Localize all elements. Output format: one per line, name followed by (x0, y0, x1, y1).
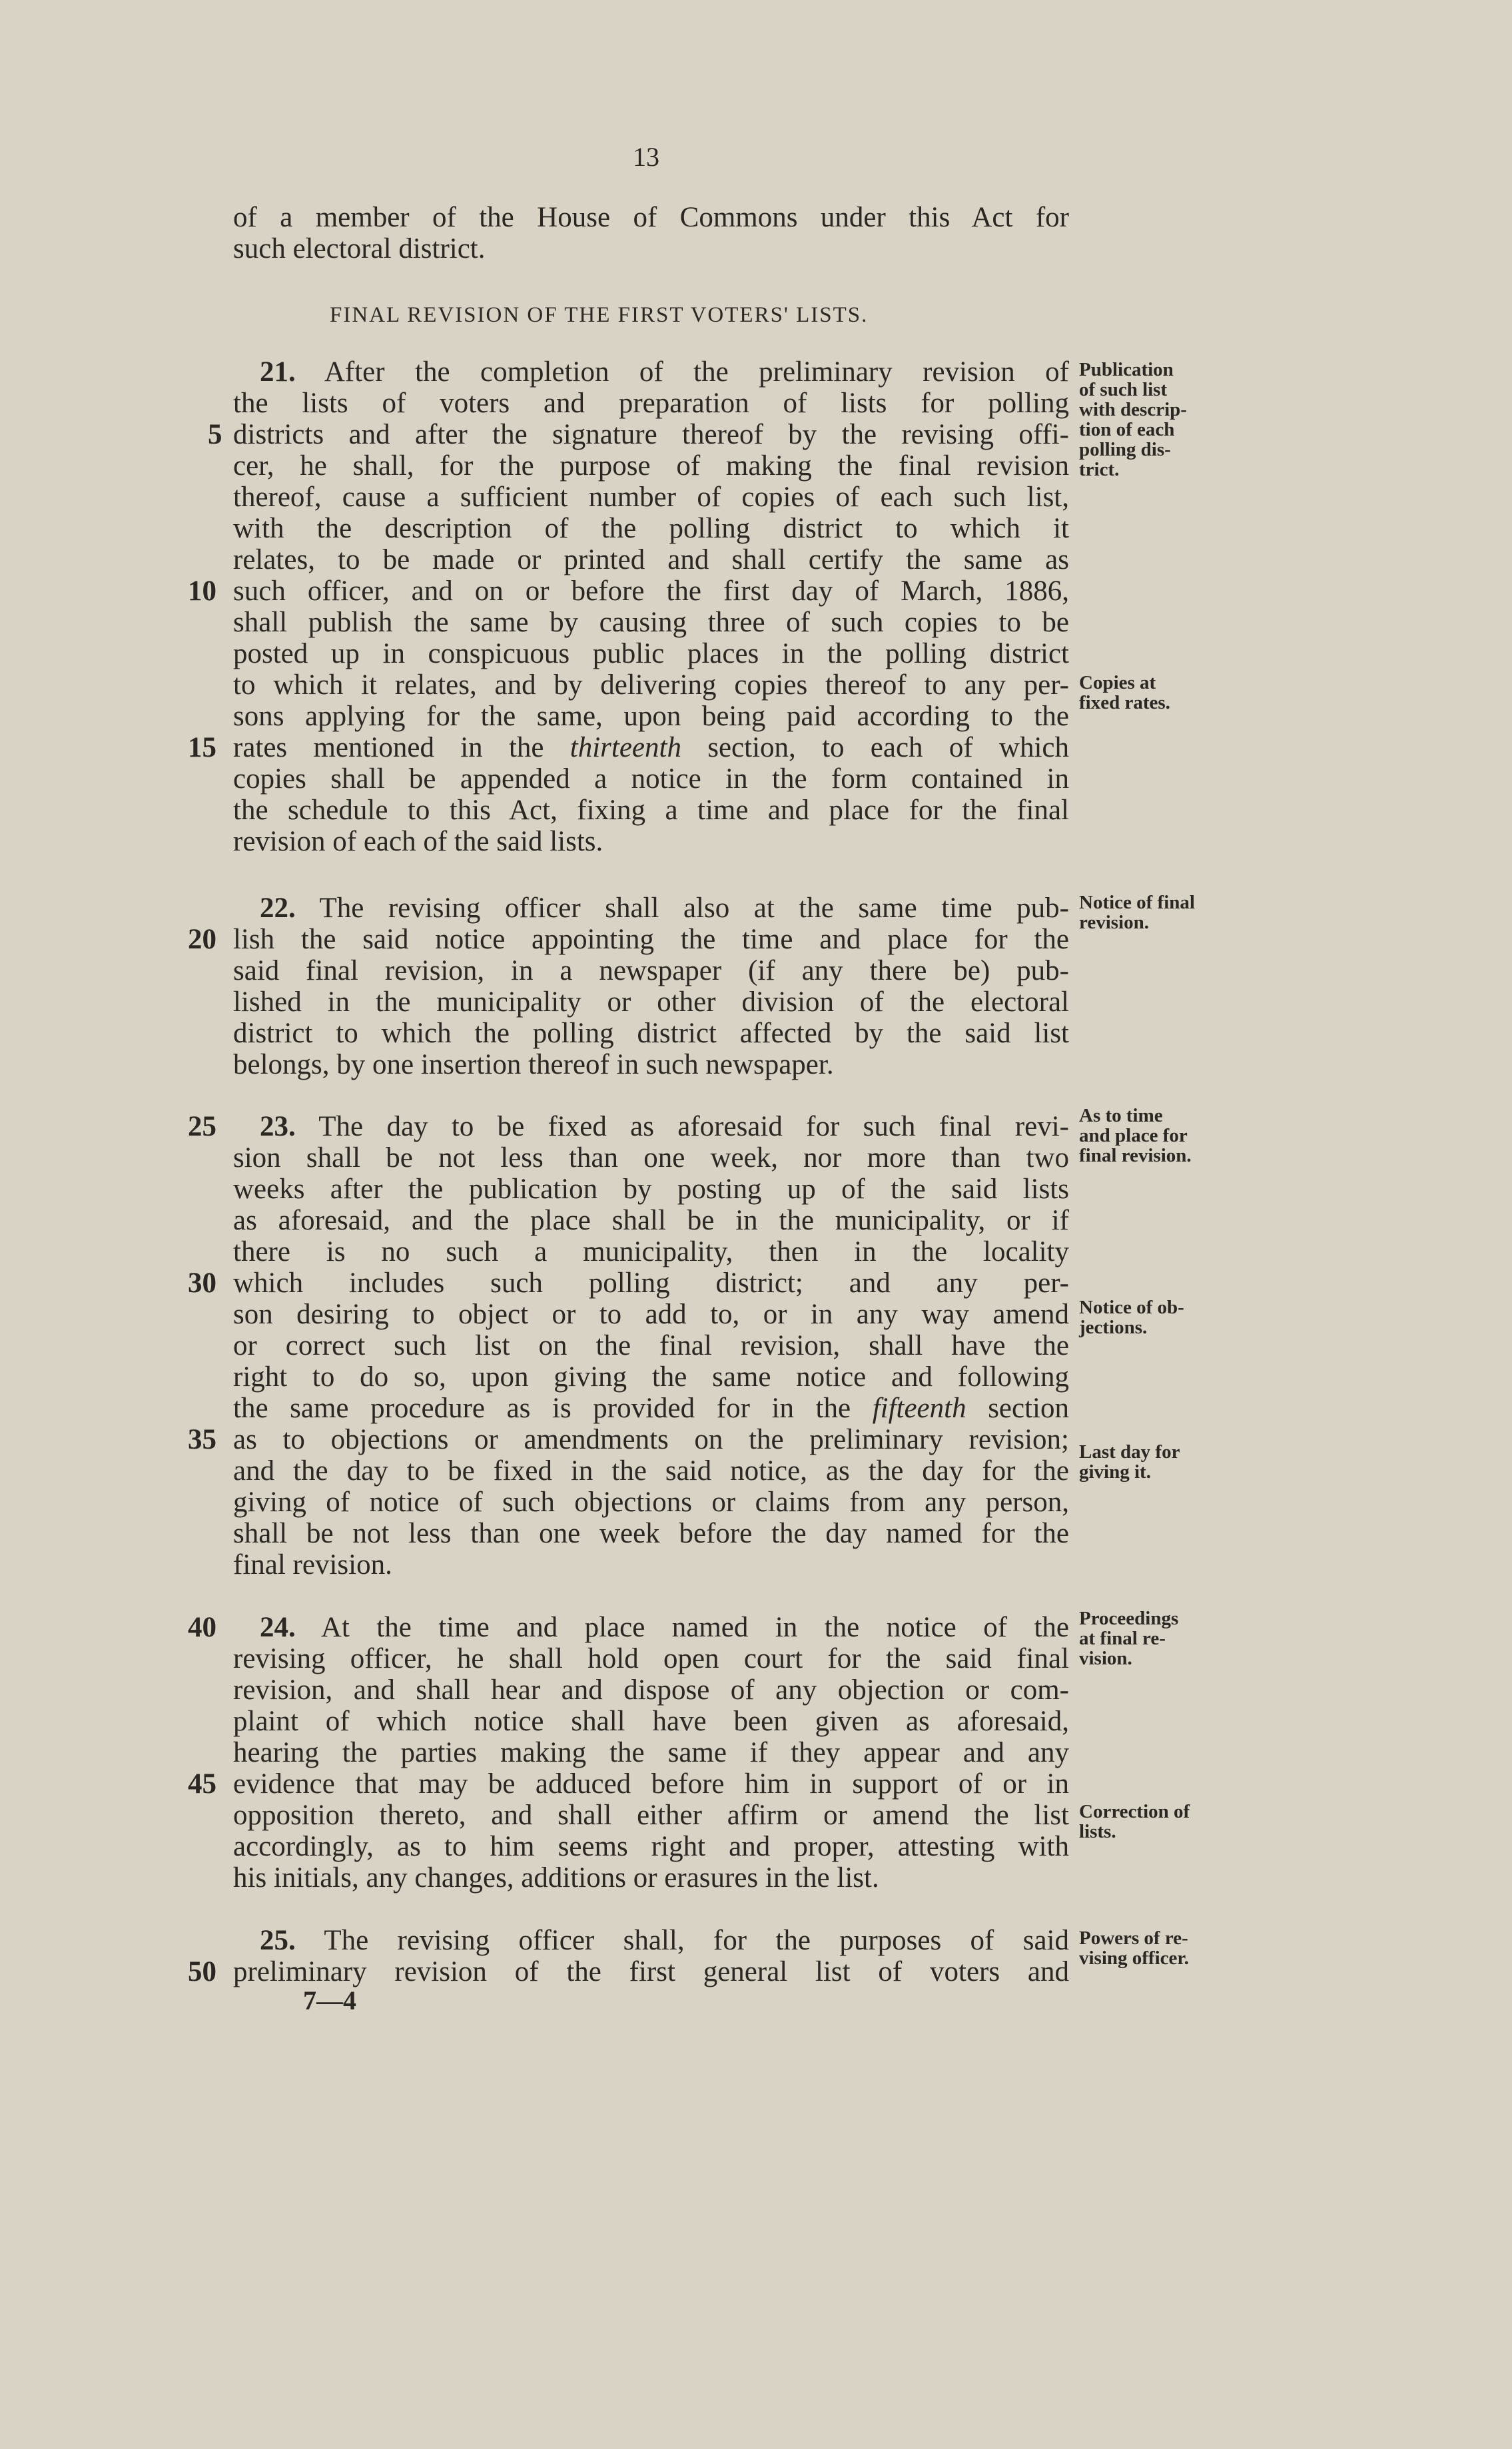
marginal-note-line: at final re- (1079, 1628, 1166, 1649)
text-line: said final revision, in a newspaper (if any there be) pub- (233, 955, 1069, 986)
marginal-note-line: Publication (1079, 359, 1174, 380)
page-number: 13 (633, 142, 659, 172)
marginal-note-line: tion of each (1079, 419, 1175, 440)
text-line: hearing the parties making the same if they appear and any (233, 1737, 1069, 1768)
text-line: as to objections or amendments on the preliminary revision; (233, 1424, 1069, 1455)
text-line: his initials, any changes, additions or erasures in the list. (233, 1862, 879, 1894)
section-heading: FINAL REVISION OF THE FIRST VOTERS' LISTS. (330, 303, 869, 327)
marginal-note (1079, 1106, 1192, 1166)
marginal-note-line: final revision. (1079, 1145, 1192, 1166)
text-line: sons applying for the same, upon being paid according to the (233, 701, 1069, 732)
line-number: 15 (188, 732, 216, 763)
text-line: accordingly, as to him seems right and proper, attesting with (233, 1831, 1069, 1862)
text-line: revising officer, he shall hold open court for the said final (233, 1643, 1069, 1674)
text-line: lish the said notice appointing the time and place for the (233, 924, 1069, 955)
marginal-note (1079, 1608, 1178, 1668)
text-line: and the day to be fixed in the said notice, as the day for the (233, 1455, 1069, 1487)
line-number: 25 (188, 1111, 216, 1142)
line-number: 35 (188, 1424, 216, 1455)
printer-signature: 7—4 (303, 1985, 356, 2015)
text-line: right to do so, upon giving the same notice and following (233, 1361, 1069, 1393)
text-line: or correct such list on the final revision, shall have the (233, 1330, 1069, 1361)
text-line: of a member of the House of Commons under this Act for (233, 202, 1069, 233)
text-line: 23. The day to be fixed as aforesaid for such final revi- (260, 1111, 1069, 1142)
marginal-note-line: revision. (1079, 912, 1149, 933)
text-line: which includes such polling district; and any per- (233, 1267, 1069, 1299)
marginal-note-line: polling dis- (1079, 439, 1171, 460)
marginal-note-line: vision. (1079, 1648, 1132, 1669)
line-number: 40 (188, 1612, 216, 1643)
marginal-note-line: with descrip- (1079, 399, 1187, 420)
marginal-note (1079, 1802, 1190, 1842)
marginal-note-line: Copies at (1079, 672, 1156, 693)
marginal-note-line: lists. (1079, 1821, 1116, 1842)
line-number: 10 (188, 575, 216, 607)
text-line: sion shall be not less than one week, nor more than two (233, 1142, 1069, 1174)
text-line: districts and after the signature thereof by the revising offi- (233, 419, 1069, 450)
marginal-note (1079, 360, 1187, 480)
text-line: revision, and shall hear and dispose of any objection or com- (233, 1674, 1069, 1706)
marginal-note-line: As to time (1079, 1105, 1163, 1126)
marginal-note (1079, 673, 1170, 713)
text-line: shall be not less than one week before the day named for the (233, 1518, 1069, 1549)
marginal-note-line: Powers of re- (1079, 1927, 1188, 1949)
text-line: to which it relates, and by delivering copies thereof to any per- (233, 669, 1069, 701)
text-line: 22. The revising officer shall also at the same time pub- (260, 892, 1069, 924)
text-line: such electoral district. (233, 233, 486, 264)
marginal-note-line: vising officer. (1079, 1947, 1189, 1969)
line-number: 30 (188, 1267, 216, 1299)
text-line: as aforesaid, and the place shall be in the municipality, or if (233, 1205, 1069, 1236)
marginal-note-line: Last day for (1079, 1441, 1180, 1463)
text-line: copies shall be appended a notice in the form contained in (233, 763, 1069, 795)
marginal-note-line: Proceedings (1079, 1608, 1179, 1629)
marginal-note-line: Notice of final (1079, 892, 1195, 913)
text-line: 21. After the completion of the preliminary revision of (260, 356, 1069, 388)
text-line: opposition thereto, and shall either affirm or amend the list (233, 1800, 1069, 1831)
text-line: plaint of which notice shall have been given as aforesaid, (233, 1706, 1069, 1737)
line-number: 5 (208, 419, 222, 450)
marginal-note-line: of such list (1079, 379, 1168, 400)
text-line: belongs, by one insertion thereof in such newspaper. (233, 1049, 834, 1080)
text-line: such officer, and on or before the first day of March, 1886, (233, 575, 1069, 607)
marginal-note-line: Correction of (1079, 1801, 1190, 1822)
text-line: cer, he shall, for the purpose of making the final revision (233, 450, 1069, 482)
marginal-note-line: jections. (1079, 1317, 1148, 1338)
line-number: 20 (188, 924, 216, 955)
marginal-note-line: trict. (1079, 459, 1120, 480)
text-line: thereof, cause a sufficient number of copies of each such list, (233, 482, 1069, 513)
marginal-note (1079, 1442, 1180, 1482)
text-line: shall publish the same by causing three of such copies to be (233, 607, 1069, 638)
text-line: there is no such a municipality, then in the locality (233, 1236, 1069, 1267)
marginal-note-line: fixed rates. (1079, 692, 1170, 713)
text-line: posted up in conspicuous public places in the polling district (233, 638, 1069, 669)
marginal-note (1079, 892, 1195, 932)
text-line: rates mentioned in the thirteenth section, to each of which (233, 732, 1069, 763)
marginal-note (1079, 1928, 1189, 1968)
text-line: the lists of voters and preparation of lists for polling (233, 388, 1069, 419)
marginal-note-line: and place for (1079, 1125, 1188, 1146)
marginal-note (1079, 1297, 1184, 1337)
text-line: giving of notice of such objections or claims from any person, (233, 1487, 1069, 1518)
text-line: revision of each of the said lists. (233, 826, 603, 857)
text-line: son desiring to object or to add to, or in any way amend (233, 1299, 1069, 1330)
text-line: preliminary revision of the first general list of voters and (233, 1956, 1069, 1987)
line-number: 50 (188, 1956, 216, 1987)
text-line: district to which the polling district affected by the said list (233, 1018, 1069, 1049)
marginal-note-line: giving it. (1079, 1461, 1151, 1483)
text-line: the same procedure as is provided for in the fifteenth section (233, 1393, 1069, 1424)
text-line: weeks after the publication by posting up of the said lists (233, 1174, 1069, 1205)
text-line: final revision. (233, 1549, 392, 1580)
text-line: relates, to be made or printed and shall certify the same as (233, 544, 1069, 575)
marginal-note-line: Notice of ob- (1079, 1297, 1184, 1318)
text-line: 24. At the time and place named in the notice of the (260, 1612, 1069, 1643)
text-line: evidence that may be adduced before him in support of or in (233, 1768, 1069, 1800)
text-line: lished in the municipality or other division of the electoral (233, 986, 1069, 1018)
text-line: 25. The revising officer shall, for the purposes of said (260, 1925, 1069, 1956)
text-line: with the description of the polling district to which it (233, 513, 1069, 544)
line-number: 45 (188, 1768, 216, 1800)
text-line: the schedule to this Act, fixing a time and place for the final (233, 795, 1069, 826)
